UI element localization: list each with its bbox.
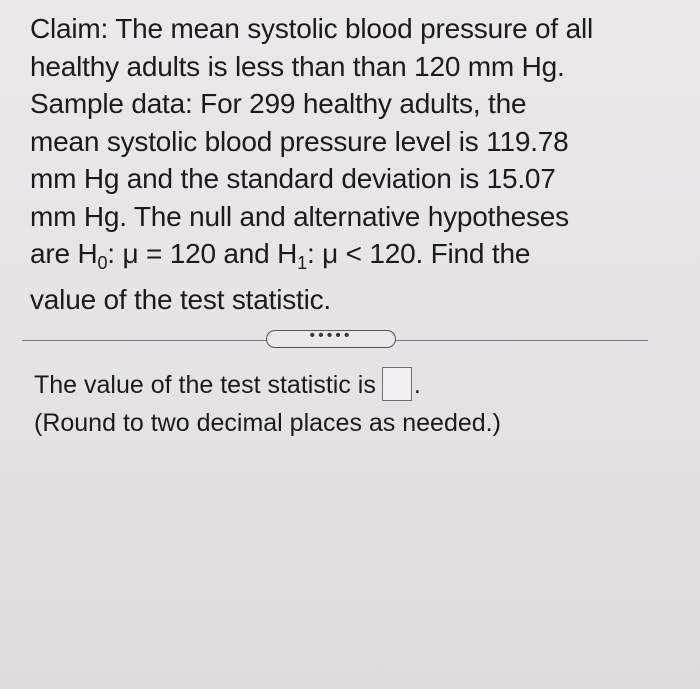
h1-subscript: 1	[297, 253, 307, 273]
question-text	[30, 10, 670, 318]
claim-line-3: Sample data: For 299 healthy adults, the	[30, 88, 527, 119]
answer-prompt: The value of the test statistic is	[34, 371, 376, 399]
claim-line-final: value of the test statistic.	[30, 283, 331, 315]
answer-row	[34, 366, 501, 404]
claim-line-4: mean systolic blood pressure level is 119.78	[30, 125, 569, 157]
answer-section	[34, 366, 501, 442]
expand-button[interactable]	[266, 327, 396, 348]
claim-line-2: healthy adults is less than than 120 mm Hg.	[30, 50, 565, 82]
claim-line-5: mm Hg and the standard deviation is 15.07	[30, 163, 556, 194]
rounding-hint: (Round to two decimal places as needed.)	[34, 409, 501, 437]
answer-period: .	[413, 371, 421, 399]
hypotheses-line	[30, 235, 670, 273]
answer-input-box[interactable]	[382, 367, 412, 401]
h0-relation: : μ = 120 and H	[107, 238, 298, 269]
h1-relation: : μ < 120. Find the	[306, 238, 531, 269]
hyp-prefix: are H	[30, 238, 98, 269]
claim-line-6: mm Hg. The null and alternative hypotheses	[30, 200, 569, 232]
h0-subscript: 0	[97, 253, 108, 273]
claim-line-1: Claim: The mean systolic blood pressure of all	[30, 13, 593, 44]
ellipsis-icon: •••••	[309, 327, 353, 344]
